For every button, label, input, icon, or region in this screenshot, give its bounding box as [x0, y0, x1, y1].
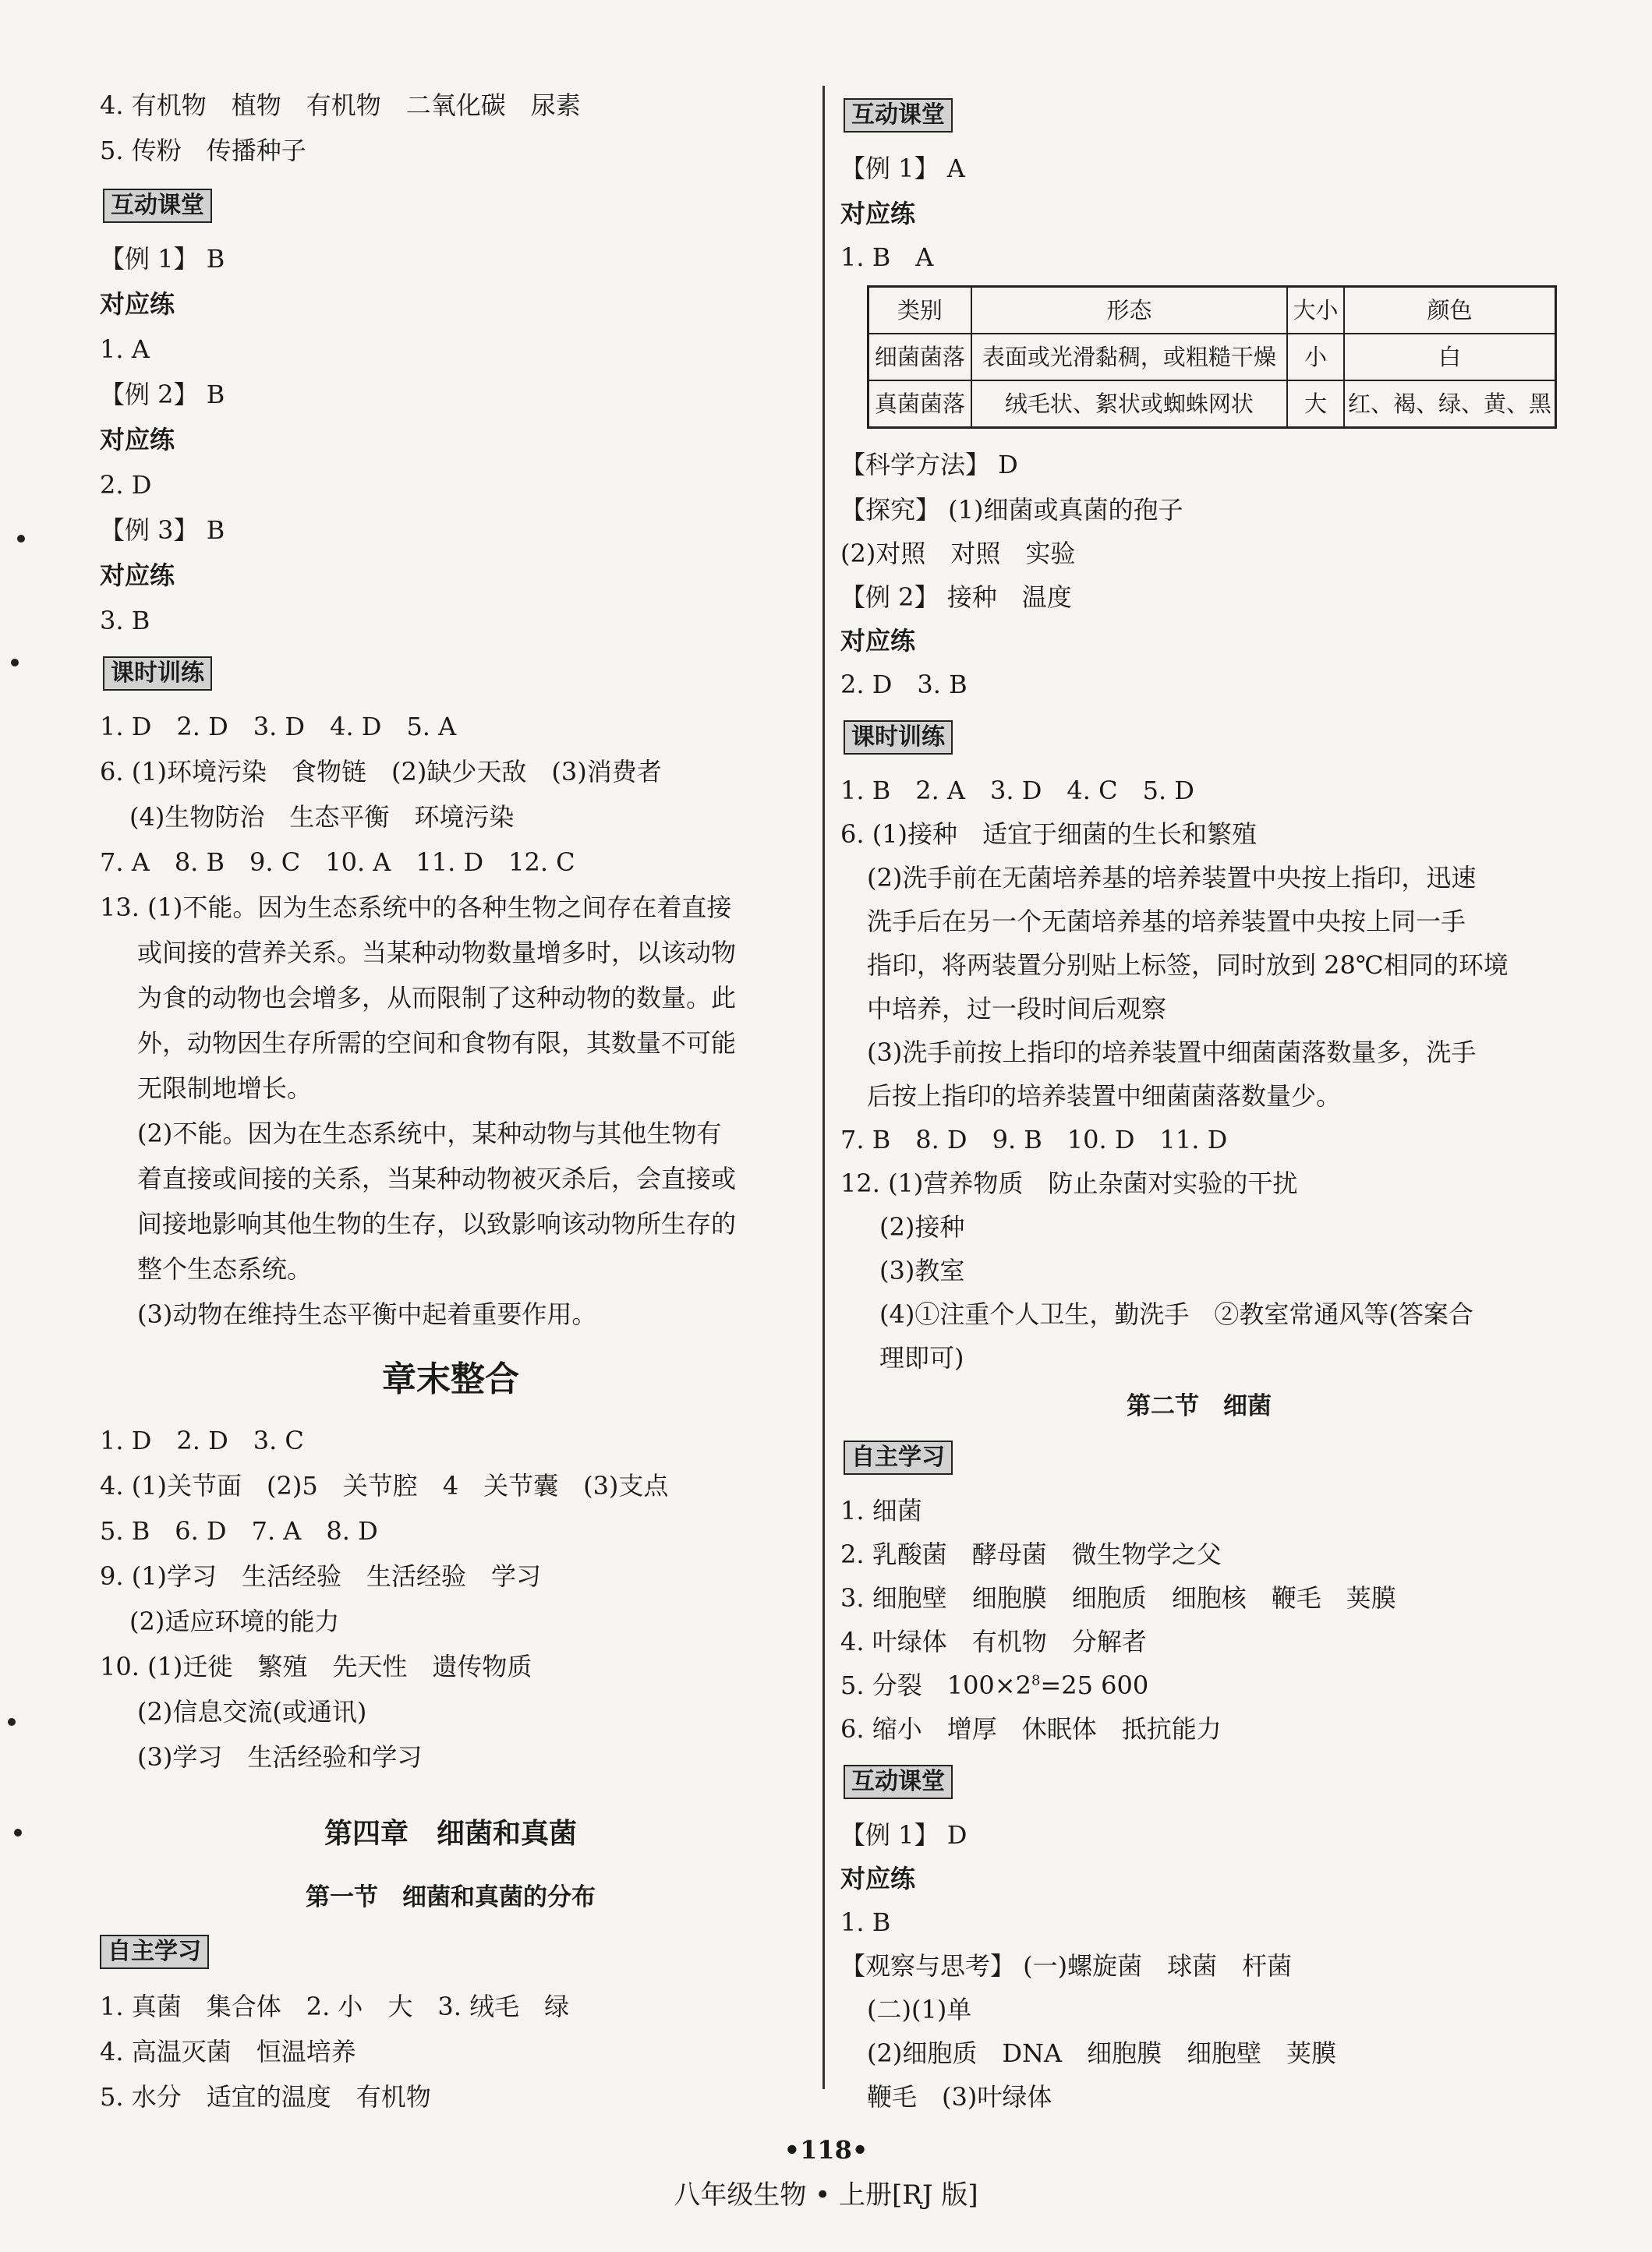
answer-text: =25 600: [1040, 1670, 1149, 1700]
section-badge-self-study: 自主学习: [844, 1441, 953, 1475]
answer-line: 着直接或间接的关系，当某种动物被灭杀后，会直接或: [137, 1164, 737, 1193]
answer-line: 整个生态系统。: [137, 1254, 313, 1284]
answer-line: 7. B 8. D 9. B 10. D 11. D: [840, 1125, 1228, 1154]
section-badge-interactive-class: 互动课堂: [103, 189, 212, 223]
exponent: 8: [1031, 1672, 1041, 1689]
answer-line: (2)对照 对照 实验: [840, 539, 1076, 568]
answer-line: 2. D: [100, 470, 152, 500]
answer-line: 2. D 3. B: [840, 670, 967, 699]
margin-mark: [14, 1829, 22, 1837]
example-label: 【例 1】 B: [100, 244, 225, 274]
table-cell: 真菌菌落: [868, 380, 971, 428]
answer-line: [840, 1670, 1148, 1701]
answer-line: 9. (1)学习 生活经验 生活经验 学习: [100, 1561, 542, 1591]
margin-mark: [17, 535, 25, 543]
practice-label: 对应练: [100, 289, 175, 319]
answer-line: (3)教室: [879, 1256, 965, 1285]
answer-line: 1. 细菌: [840, 1496, 922, 1525]
example-label: 【例 3】 B: [100, 515, 225, 545]
table-header-cell: 类别: [868, 287, 971, 334]
answer-line: 3. 细胞壁 细胞膜 细胞质 细胞核 鞭毛 荚膜: [840, 1583, 1396, 1613]
answer-line: 外，动物因生存所需的空间和食物有限，其数量不可能: [137, 1028, 737, 1058]
table-header-row: [868, 287, 1556, 334]
answer-line: (4)生物防治 生态平衡 环境污染: [129, 802, 515, 832]
answer-line: 1. A: [100, 334, 150, 364]
book-title: 八年级生物 • 上册[RJ 版]: [674, 2180, 978, 2211]
answer-line: 4. 高温灭菌 恒温培养: [100, 2037, 356, 2066]
answer-line: 7. A 8. B 9. C 10. A 11. D 12. C: [100, 847, 575, 877]
table-cell: 红、褐、绿、黄、黑: [1344, 380, 1556, 428]
example-label: 【例 2】 B: [100, 380, 225, 409]
answer-line: (2)适应环境的能力: [129, 1607, 340, 1636]
table-header-cell: 颜色: [1344, 287, 1556, 334]
table-row: [868, 334, 1556, 380]
margin-mark: [8, 1718, 16, 1726]
answer-line: 5. 传粉 传播种子: [100, 136, 306, 165]
practice-label: 对应练: [840, 1864, 916, 1893]
answer-line: 4. 叶绿体 有机物 分解者: [840, 1627, 1147, 1656]
answer-line: 指印，将两装置分别贴上标签，同时放到 28℃相同的环境: [867, 950, 1509, 980]
answer-line: 1. 真菌 集合体 2. 小 大 3. 绒毛 绿: [100, 1992, 570, 2021]
section-badge-self-study: 自主学习: [100, 1935, 209, 1969]
margin-mark: [11, 659, 19, 666]
subsection-title: 第一节 细菌和真菌的分布: [306, 1883, 596, 1911]
subsection-title: 第二节 细菌: [1127, 1392, 1272, 1420]
answer-line: 鞭毛 (3)叶绿体: [867, 2082, 1052, 2112]
answer-line: 10. (1)迁徙 繁殖 先天性 遗传物质: [100, 1652, 532, 1681]
answer-line: 为食的动物也会增多，从而限制了这种动物的数量。此: [137, 983, 737, 1013]
answer-line: 6. (1)接种 适宜于细菌的生长和繁殖: [840, 819, 1258, 849]
table-cell: 表面或光滑黏稠，或粗糙干燥: [971, 334, 1287, 380]
practice-label: 对应练: [840, 199, 916, 228]
answer-line: (2)接种: [879, 1212, 965, 1242]
answer-line: 【探究】 (1)细菌或真菌的孢子: [840, 495, 1183, 525]
answer-line: 中培养，过一段时间后观察: [867, 994, 1167, 1023]
section-badge-lesson-training: 课时训练: [844, 720, 953, 755]
table-cell: 细菌菌落: [868, 334, 971, 380]
answer-line: (3)动物在维持生态平衡中起着重要作用。: [137, 1299, 597, 1329]
answer-line: 2. 乳酸菌 酵母菌 微生物学之父: [840, 1540, 1222, 1569]
table-header-cell: 大小: [1287, 287, 1344, 334]
answer-line: 【科学方法】 D: [840, 450, 1018, 479]
answer-text: 5. 分裂 100×2: [840, 1670, 1031, 1700]
answer-line: 4. 有机物 植物 有机物 二氧化碳 尿素: [100, 90, 581, 120]
table-cell: 绒毛状、絮状或蜘蛛网状: [971, 380, 1287, 428]
answer-line: 无限制地增长。: [137, 1073, 313, 1103]
table-cell: 大: [1287, 380, 1344, 428]
answer-line: 1. B 2. A 3. D 4. C 5. D: [840, 776, 1194, 805]
answer-line: 或间接的营养关系。当某种动物数量增多时，以该动物: [137, 938, 737, 967]
answer-line: 13. (1)不能。因为生态系统中的各种生物之间存在着直接: [100, 893, 732, 922]
column-divider: [822, 86, 825, 2089]
section-badge-interactive-class: 互动课堂: [844, 1765, 953, 1799]
answer-line: (4)①注重个人卫生，勤洗手 ②教室常通风等(答案合: [879, 1299, 1473, 1329]
answer-line: (2)不能。因为在生态系统中，某种动物与其他生物有: [137, 1119, 722, 1148]
answer-line: 洗手后在另一个无菌培养基的培养装置中央按上同一手: [867, 907, 1466, 936]
answer-line: (二)(1)单: [867, 1995, 972, 2024]
answer-line: (2)洗手前在无菌培养基的培养装置中央按上指印，迅速: [867, 863, 1477, 893]
answer-line: 1. B: [840, 1907, 891, 1937]
table-header-cell: 形态: [971, 287, 1287, 334]
example-label: 【例 1】 A: [840, 154, 965, 183]
chapter-title: 第四章 细菌和真菌: [324, 1818, 577, 1850]
answer-line: 理即可): [879, 1343, 964, 1373]
answer-line: 3. B: [100, 606, 150, 635]
section-title: 章末整合: [382, 1359, 519, 1399]
table-cell: 小: [1287, 334, 1344, 380]
page-number: •118•: [784, 2135, 868, 2165]
answer-line: 【观察与思考】 (一)螺旋菌 球菌 杆菌: [840, 1951, 1293, 1981]
answer-line: (2)细胞质 DNA 细胞膜 细胞壁 荚膜: [867, 2038, 1337, 2068]
answer-line: 12. (1)营养物质 防止杂菌对实验的干扰: [840, 1168, 1298, 1198]
practice-label: 对应练: [100, 560, 175, 590]
answer-line: 间接地影响其他生物的生存，以致影响该动物所生存的: [137, 1209, 737, 1239]
answer-line: 后按上指印的培养装置中细菌菌落数量少。: [867, 1081, 1342, 1111]
answer-line: 5. 水分 适宜的温度 有机物: [100, 2082, 431, 2112]
example-label: 【例 1】 D: [840, 1820, 967, 1850]
colony-comparison-table: [867, 285, 1557, 429]
answer-line: (3)洗手前按上指印的培养装置中细菌菌落数量多，洗手: [867, 1038, 1477, 1067]
answer-line: (3)学习 生活经验和学习: [137, 1742, 423, 1772]
table-row: [868, 380, 1556, 428]
answer-line: 1. B A: [840, 242, 934, 272]
practice-label: 对应练: [840, 626, 916, 656]
answer-line: 4. (1)关节面 (2)5 关节腔 4 关节囊 (3)支点: [100, 1471, 669, 1501]
answer-line: 1. D 2. D 3. D 4. D 5. A: [100, 712, 457, 741]
table-cell: 白: [1344, 334, 1556, 380]
answer-line: 6. (1)环境污染 食物链 (2)缺少天敌 (3)消费者: [100, 757, 662, 787]
section-badge-lesson-training: 课时训练: [103, 656, 212, 691]
answer-line: 6. 缩小 增厚 休眠体 抵抗能力: [840, 1714, 1222, 1744]
example-label: 【例 2】 接种 温度: [840, 582, 1072, 612]
answer-line: 5. B 6. D 7. A 8. D: [100, 1516, 378, 1546]
answer-line: (2)信息交流(或通讯): [137, 1697, 367, 1727]
practice-label: 对应练: [100, 425, 175, 454]
section-badge-interactive-class: 互动课堂: [844, 98, 953, 133]
answer-line: 1. D 2. D 3. C: [100, 1426, 304, 1455]
